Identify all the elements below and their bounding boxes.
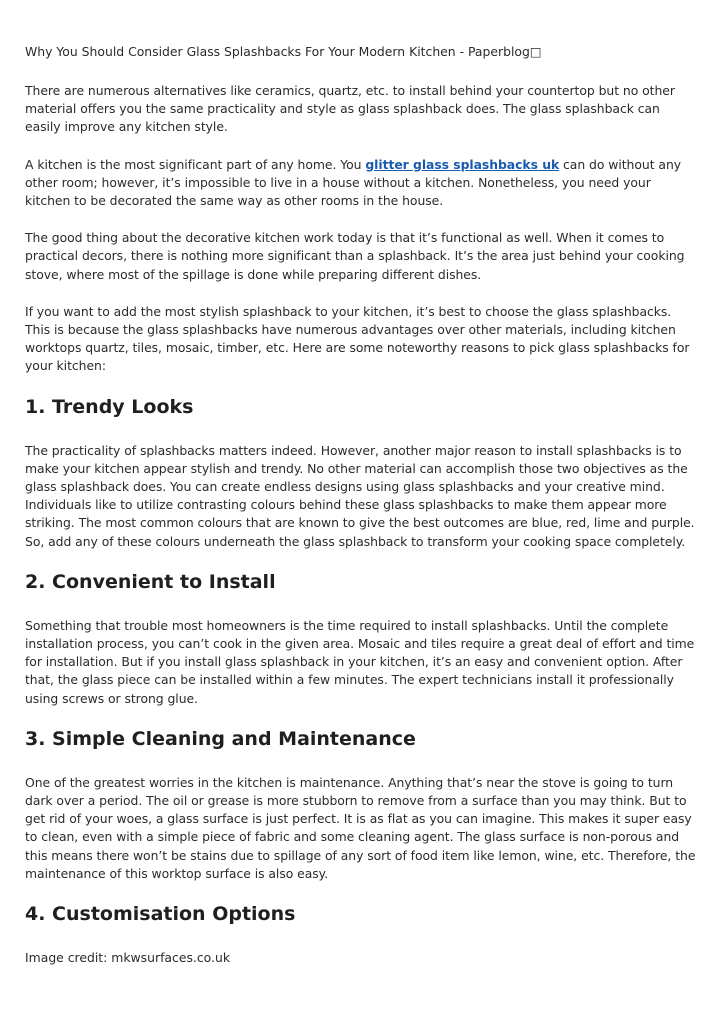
intro-paragraph-2 [25,156,696,211]
image-credit: Image credit: mkwsurfaces.co.uk [25,950,230,966]
section-paragraph-convenient-to-install: Something that trouble most homeowners is the time required to install splashbacks. Until the complete installation process, you can’t cook in the given area. Mosaic and tiles require a great deal of effort and time for installation. But if you install glass splashback in your kitchen, it’s an easy and convenient option. After that, the glass piece can be installed within a few minutes. The expert technicians install it professionally using screws or strong glue. [25,617,695,706]
document-title: Why You Should Consider Glass Splashbacks For Your Modern Kitchen - Paperblog□ [25,44,542,59]
section-heading-trendy-looks: 1. Trendy Looks [25,395,194,418]
section-heading-customisation-options: 4. Customisation Options [25,903,296,926]
section-paragraph-trendy-looks: The practicality of splashbacks matters indeed. However, another major reason to install splashbacks is to make your kitchen appear stylish and trendy. No other material can accomplish those two objectives as the glass splashback does. You can create endless designs using glass splashbacks and your creative mind. Individuals like to utilize contrasting colours behind these glass splashbacks to make them appear more striking. The most common colours that are known to give the best outcomes are blue, red, lime and purple. So, add any of these colours underneath the glass splashback to transform your cooking space completely. [25,442,695,549]
intro-paragraph-3: The good thing about the decorative kitchen work today is that it’s functional as well. When it comes to practical decors, there is nothing more significant than a splashback. It’s the area just behind your cooking stove, where most of the spillage is done while preparing different dishes. [25,230,685,282]
intro-paragraph-1: There are numerous alternatives like ceramics, quartz, etc. to install behind your countertop but no other material offers you the same practicality and style as glass splashback does. The glass splashback can easily improve any kitchen style. [25,83,675,135]
section-heading-simple-cleaning: 3. Simple Cleaning and Maintenance [25,727,416,750]
glitter-glass-splashbacks-link[interactable]: glitter glass splashbacks uk [365,156,560,172]
intro-paragraph-4: If you want to add the most stylish splashback to your kitchen, it’s best to choose the glass splashbacks. This is because the glass splashbacks have numerous advantages over other materials, including kitchen worktops quartz, tiles, mosaic, timber, etc. Here are some noteworthy reasons to pick glass splashbacks for your kitchen: [25,303,690,374]
section-heading-convenient-to-install: 2. Convenient to Install [25,570,276,593]
intro-paragraph-2-before-link: A kitchen is the most significant part of any home. You [25,156,366,172]
section-paragraph-simple-cleaning: One of the greatest worries in the kitchen is maintenance. Anything that’s near the stove is going to turn dark over a period. The oil or grease is more stubborn to remove from a surface than you may think. But to get rid of your woes, a glass surface is just perfect. It is as flat as you can imagine. This makes it super easy to clean, even with a simple piece of fabric and some cleaning agent. The glass surface is non-porous and this means there won’t be stains due to spillage of any sort of food item like lemon, wine, etc. Therefore, the maintenance of this worktop surface is also easy. [25,774,696,881]
intro-paragraph-2-after-link: can do without any other room; however, it’s impossible to live in a house without a kitchen. Nonetheless, you need your kitchen to be decorated the same way as other rooms in the house. [25,156,682,209]
